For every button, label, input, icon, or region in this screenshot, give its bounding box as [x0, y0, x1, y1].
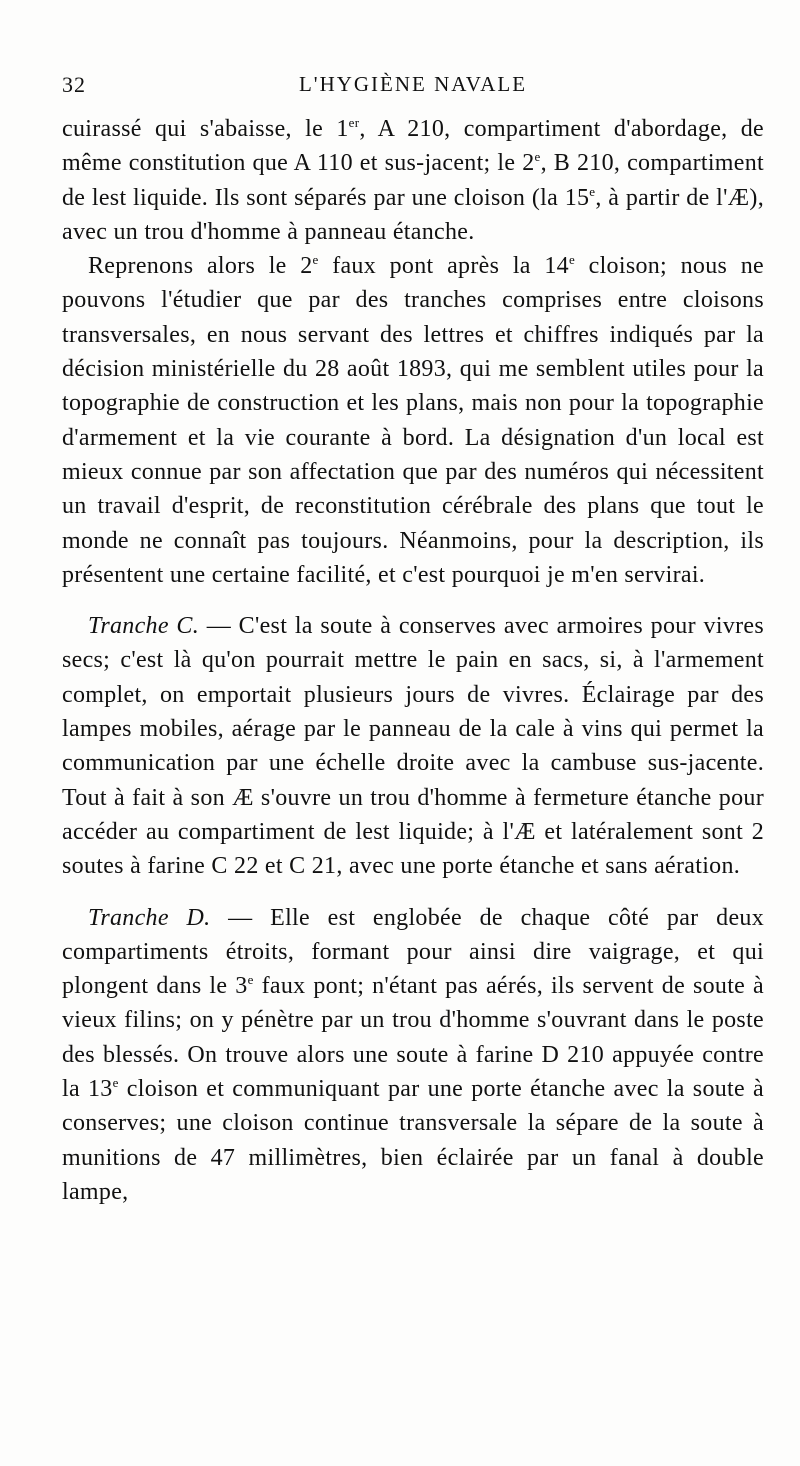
section-title-tranche-c: Tranche C.	[88, 613, 200, 640]
paragraph-1-part-a: cuirassé qui s'abaisse, le 1	[62, 116, 349, 142]
paragraph-tranche-c	[62, 609, 764, 883]
paragraph-2-part-c: cloison; nous ne pouvons l'étudier que par des tranches comprises entre cloisons transversales, en nous servant des lettres et chiffres indiqués par la décision ministérielle du 28 août 1893, qui me semblent utiles pour la topographie de construction et les plans, mais non pour la topographie d'armement et la vie courante à bord. La désignation d'un local est mieux connue par son affectation que par des numéros qui nécessitent un travail d'esprit, de reconstitution cérébrale des plans que tout le monde ne connaît pas toujours. Néanmoins, pour la description, ils présentent une certaine facilité, et c'est pourquoi je m'en servirai.	[62, 253, 765, 588]
ordinal-superscript: e	[534, 149, 541, 165]
body-text	[62, 112, 764, 1209]
paragraph-1	[62, 112, 764, 249]
paragraph-1-part-c: , B 210, compartiment de lest liquide. Ils sont séparés par une cloison (la 15	[62, 150, 764, 211]
paragraph-2-part-b: faux pont après la 14	[318, 253, 569, 280]
paragraph-tranche-d-part-b: faux pont; n'étant pas aérés, ils servent de soute à vieux filins; on y pénètre par un trou d'homme s'ouvrant dans le poste des blessés. On trouve alors une soute à farine D 210 appuyée contre la 13	[62, 973, 765, 1103]
page-number: 32	[62, 72, 86, 97]
paragraph-tranche-d-part-c: cloison et communiquant par une porte étanche avec la soute à conserves; une cloison continue transversale la sépare de la soute à munitions de 47 millimètres, bien éclairée par un fanal à double lampe,	[62, 1076, 764, 1205]
paragraph-2	[62, 249, 764, 592]
paragraph-tranche-d-part-a: — Elle est englobée de chaque côté par deux compartiments étroits, formant pour ainsi dire vaigrage, et qui plongent dans le 3	[62, 904, 765, 1000]
ordinal-superscript: e	[312, 252, 319, 268]
paragraph-2-part-a: Reprenons alors le 2	[88, 253, 313, 280]
running-title: L'HYGIÈNE NAVALE	[298, 72, 528, 96]
section-title-tranche-d: Tranche D.	[88, 904, 211, 931]
ordinal-superscript: er	[348, 115, 360, 130]
paragraph-tranche-c-text: — C'est la soute à conserves avec armoires pour vivres secs; c'est là qu'on pourrait mettre le pain en sacs, si, à l'armement complet, on emportait plusieurs jours de vivres. Éclairage par des lampes mobiles, aérage par le panneau de la cale à vins qui permet la communication par une échelle droite avec la cambuse sus-jacente. Tout à fait à son Æ s'ouvre un trou d'homme à fermeture étanche pour accéder au compartiment de lest liquide; à l'Æ et latéralement sont 2 soutes à farine C 22 et C 21, avec une porte étanche et sans aération.	[62, 613, 764, 880]
paragraph-tranche-d	[62, 901, 764, 1210]
ordinal-superscript: e	[568, 252, 576, 268]
paragraph-1-part-d: , à partir de l'Æ), avec un trou d'homme à panneau étanche.	[62, 184, 764, 245]
ordinal-superscript: e	[589, 183, 596, 199]
page-header	[62, 72, 764, 102]
paragraph-1-part-b: , A 210, compartiment d'abordage, de même constitution que A 110 et sus-jacent; le 2	[62, 116, 765, 177]
ordinal-superscript: e	[247, 972, 254, 988]
ordinal-superscript: e	[112, 1075, 119, 1091]
